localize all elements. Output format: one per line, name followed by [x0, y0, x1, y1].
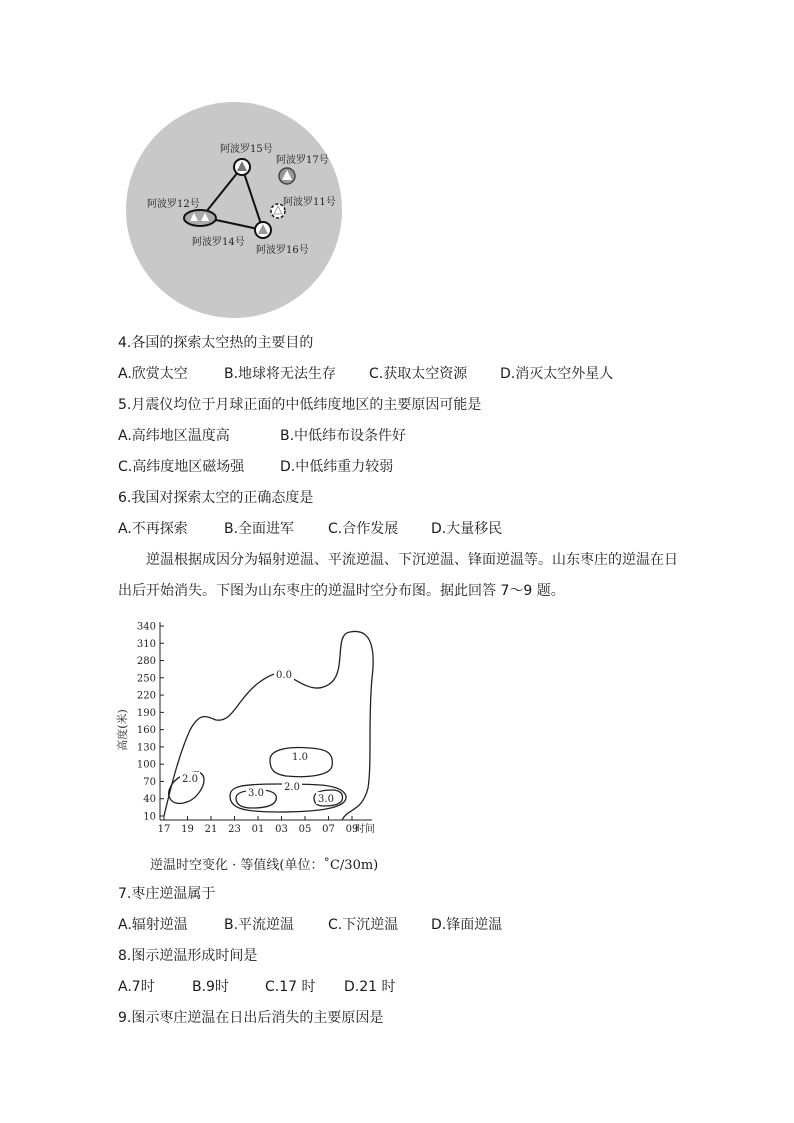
q4-option-b[interactable]: B.地球将无法生存: [224, 366, 337, 382]
y-tick-label: 250: [136, 673, 156, 685]
x-tick-label: 07: [322, 824, 335, 835]
q6-option-d[interactable]: D.大量移民: [431, 521, 503, 537]
moon-disk: [126, 102, 342, 318]
label-apollo-15: 阿波罗15号: [220, 144, 273, 155]
y-tick-label: 70: [143, 776, 156, 788]
q7-option-c[interactable]: C.下沉逆温: [328, 917, 399, 933]
q4-option-d[interactable]: D.消灭太空外星人: [500, 366, 614, 382]
y-tick-label: 130: [136, 742, 156, 754]
label-apollo-14: 阿波罗14号: [192, 237, 245, 248]
q6-option-b[interactable]: B.全面进军: [224, 521, 295, 537]
q7-option-b[interactable]: B.平流逆温: [224, 917, 295, 933]
q4-option-c[interactable]: C.获取太空资源: [369, 366, 468, 382]
q7-stem: 7.枣庄逆温属于: [118, 886, 216, 902]
q8-option-a[interactable]: A.7时: [118, 979, 155, 995]
y-tick-label: 100: [136, 759, 156, 771]
q4-stem: 4.各国的探索太空热的主要目的: [118, 335, 314, 351]
q8-option-b[interactable]: B.9时: [192, 979, 229, 995]
isoline-0: [164, 631, 373, 820]
chart-caption: 逆温时空变化 · 等值线(单位：˚C/30m): [150, 858, 379, 873]
y-tick-label: 220: [136, 690, 156, 702]
x-tick-label: 21: [204, 824, 218, 835]
y-axis-label: 高度(米): [116, 709, 129, 751]
q5-option-d[interactable]: D.中低纬重力较弱: [280, 459, 394, 475]
y-tick-label: 40: [143, 794, 156, 806]
x-tick-label: 05: [298, 824, 312, 835]
q5-stem: 5.月震仪均位于月球正面的中低纬度地区的主要原因可能是: [118, 397, 482, 413]
q6-option-a[interactable]: A.不再探索: [118, 521, 188, 537]
y-tick-label: 190: [136, 707, 156, 719]
x-tick-label: 09: [345, 824, 359, 835]
q7-option-a[interactable]: A.辐射逆温: [118, 917, 188, 933]
y-tick-label: 160: [136, 725, 156, 737]
apollo-12-14-marker: [184, 210, 216, 226]
x-tick-label: 01: [251, 824, 265, 835]
y-tick-label: 340: [136, 621, 156, 633]
y-tick-label: 10: [143, 811, 156, 823]
q7-option-d[interactable]: D.锋面逆温: [431, 917, 503, 933]
x-tick-label: 03: [275, 824, 288, 835]
q6-option-c[interactable]: C.合作发展: [328, 521, 399, 537]
contour-label-3-left: 3.0: [248, 788, 264, 799]
x-tick-label: 23: [228, 824, 241, 835]
label-apollo-17: 阿波罗17号: [276, 155, 329, 166]
contour-label-2-right: 2.0: [284, 782, 300, 793]
q5-option-c[interactable]: C.高纬度地区磁场强: [118, 459, 245, 475]
y-tick-label: 310: [136, 638, 156, 650]
contour-label-2-left: 2.0: [182, 774, 198, 785]
contour-label-1: 1.0: [292, 752, 308, 763]
q5-option-b[interactable]: B.中低纬布设条件好: [280, 428, 407, 444]
intro-line-2: 出后开始消失。下图为山东枣庄的逆温时空分布图。据此回答 7～9 题。: [118, 583, 565, 599]
contour-label-3-right: 3.0: [318, 794, 334, 805]
moon-apollo-figure: [126, 102, 346, 322]
q5-option-a[interactable]: A.高纬地区温度高: [118, 428, 230, 444]
label-apollo-12: 阿波罗12号: [147, 199, 200, 210]
q8-option-c[interactable]: C.17 时: [265, 979, 316, 995]
q6-stem: 6.我国对探索太空的正确态度是: [118, 490, 314, 506]
x-tick-label: 17: [157, 824, 171, 835]
q9-stem: 9.图示枣庄逆温在日出后消失的主要原因是: [118, 1010, 384, 1026]
q4-option-a[interactable]: A.欣赏太空: [118, 366, 188, 382]
q8-option-d[interactable]: D.21 时: [344, 979, 396, 995]
inversion-contour-chart: [110, 612, 400, 844]
y-tick-label: 280: [136, 656, 156, 668]
q8-stem: 8.图示逆温形成时间是: [118, 948, 258, 964]
label-apollo-16: 阿波罗16号: [256, 245, 309, 256]
label-apollo-11: 阿波罗11号: [283, 197, 336, 208]
contour-label-0: 0.0: [276, 670, 292, 681]
x-tick-label: 19: [181, 824, 194, 835]
intro-line-1: 逆温根据成因分为辐射逆温、平流逆温、下沉逆温、锋面逆温等。山东枣庄的逆温在日: [146, 552, 678, 568]
x-axis-label: 时间: [355, 824, 375, 835]
